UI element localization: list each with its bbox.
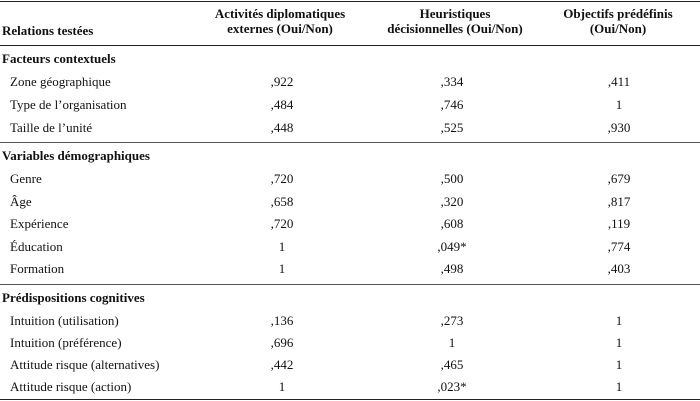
row-value-col1: ,136 <box>270 313 294 328</box>
row-value-col3: ,119 <box>607 216 631 231</box>
row-value-col2: ,273 <box>440 313 464 328</box>
header-col3-line1: Objectifs prédéfinis <box>563 6 673 21</box>
row-value-col3: ,774 <box>607 239 631 254</box>
row-label: Attitude risque (action) <box>10 379 132 394</box>
header-col3-line2: (Oui/Non) <box>589 21 647 36</box>
row-label: Formation <box>10 261 65 276</box>
header-col2 <box>380 6 530 36</box>
row-value-col2: ,023* <box>437 379 467 394</box>
row-label: Intuition (préférence) <box>10 335 122 350</box>
row-value-col3: ,817 <box>607 194 631 209</box>
row-value-col3: 1 <box>615 357 623 372</box>
row-value-col1: ,442 <box>270 357 294 372</box>
header-relations: Relations testées <box>2 23 94 38</box>
row-value-col1: ,484 <box>270 97 294 112</box>
row-label: Attitude risque (alternatives) <box>10 357 160 372</box>
row-value-col3: ,679 <box>607 171 631 186</box>
row-value-col3: 1 <box>615 379 623 394</box>
section-title: Facteurs contextuels <box>2 51 116 66</box>
header-col1 <box>205 6 355 36</box>
row-label: Âge <box>10 194 32 209</box>
row-value-col1: ,448 <box>270 120 294 135</box>
row-label: Expérience <box>10 216 69 231</box>
row-value-col3: ,403 <box>607 261 631 276</box>
header-col2-line1: Heuristiques <box>419 6 491 21</box>
bottom-rule <box>0 399 700 400</box>
row-label: Taille de l’unité <box>10 120 93 135</box>
row-label: Zone géographique <box>10 74 111 89</box>
header-rule <box>0 45 700 46</box>
row-value-col2: 1 <box>448 335 456 350</box>
row-value-col1: ,720 <box>270 216 294 231</box>
row-value-col3: 1 <box>615 335 623 350</box>
row-value-col2: ,500 <box>440 171 464 186</box>
section-title: Variables démographiques <box>2 148 150 163</box>
row-value-col2: ,049* <box>437 239 467 254</box>
header-col1-line1: Activités diplomatiques <box>214 6 346 21</box>
row-label: Intuition (utilisation) <box>10 313 119 328</box>
row-value-col1: ,696 <box>270 335 294 350</box>
section-rule <box>0 142 700 143</box>
row-value-col1: 1 <box>278 379 286 394</box>
top-rule <box>0 1 700 2</box>
row-value-col2: ,746 <box>440 97 464 112</box>
row-value-col1: ,922 <box>270 74 294 89</box>
row-value-col2: ,320 <box>440 194 464 209</box>
section-title: Prédispositions cognitives <box>2 290 145 305</box>
row-value-col2: ,498 <box>440 261 464 276</box>
row-label: Éducation <box>10 239 63 254</box>
row-value-col1: 1 <box>278 261 286 276</box>
row-value-col3: 1 <box>615 97 623 112</box>
row-label: Genre <box>10 171 42 186</box>
header-col1-line2: externes (Oui/Non) <box>227 21 333 36</box>
row-value-col1: ,658 <box>270 194 294 209</box>
header-col3 <box>543 6 693 36</box>
section-rule <box>0 284 700 285</box>
header-col2-line2: décisionnelles (Oui/Non) <box>387 21 523 36</box>
row-value-col1: ,720 <box>270 171 294 186</box>
row-value-col3: ,411 <box>607 74 631 89</box>
row-value-col2: ,334 <box>440 74 464 89</box>
row-value-col2: ,525 <box>440 120 464 135</box>
row-label: Type de l’organisation <box>10 97 127 112</box>
row-value-col2: ,608 <box>440 216 464 231</box>
row-value-col2: ,465 <box>440 357 464 372</box>
row-value-col1: 1 <box>278 239 286 254</box>
row-value-col3: 1 <box>615 313 623 328</box>
row-value-col3: ,930 <box>607 120 631 135</box>
